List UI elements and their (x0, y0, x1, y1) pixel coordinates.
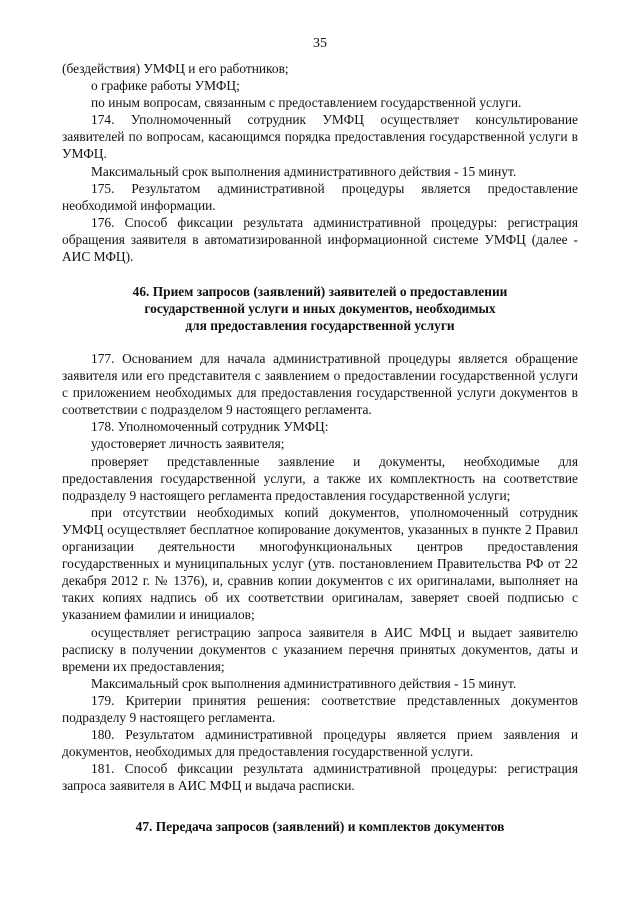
paragraph: удостоверяет личность заявителя; (91, 436, 285, 452)
paragraph: по иным вопросам, связанным с предоставлением государственной услуги. (91, 95, 522, 111)
section-46-body (62, 350, 578, 794)
paragraph: (бездействия) УМФЦ и его работников; (62, 61, 289, 76)
paragraph: при отсутствии необходимых копий документов, уполномоченный сотрудник УМФЦ осуществляет бесплатное копирование документов, указанных в пункте 2 Правил организации деятельности многофункциональных центров предоставления государственных и муниципальных услуг (утв. постановлением Правительства РФ от 22 декабря 2012 г. № 1376), и, сравнив копии документов с их оригиналами, выполняет на таких копиях надпись об их соответствии оригиналам, заверяет своей подписью с указанием фамилии и инициалов; (62, 504, 578, 623)
section-heading (62, 283, 578, 334)
heading-line: для предоставления государственной услуги (185, 318, 455, 334)
paragraph: 178. Уполномоченный сотрудник УМФЦ: (91, 419, 329, 435)
section-47-heading (62, 818, 578, 835)
paragraph: 181. Способ фиксации результата административной процедуры: регистрация запроса заявителя в АИС МФЦ и выдача расписки. (62, 761, 578, 794)
paragraph: 175. Результатом административной процедуры является предоставление необходимой информации. (62, 180, 578, 213)
paragraph: о графике работы УМФЦ; (91, 78, 240, 94)
section-46-heading (62, 283, 578, 334)
heading-line: государственной услуги и иных документов, необходимых (144, 301, 496, 317)
paragraph: 174. Уполномоченный сотрудник УМФЦ осуществляет консультирование заявителей по вопросам, касающимся порядка предоставления государственной услуги в УМФЦ. (62, 112, 578, 162)
paragraph: 179. Критерии принятия решения: соответствие представленных документов подразделу 9 настоящего регламента. (62, 692, 578, 725)
paragraph: проверяет представленные заявление и документы, необходимые для предоставления государственной услуги, а также их комплектность на соответствие подразделу 9 настоящего регламента предоставления государственной услуги; (62, 453, 578, 503)
paragraph: осуществляет регистрацию запроса заявителя в АИС МФЦ и выдает заявителю расписку в получении документов с указанием перечня принятых документов, даты и времени их предоставления; (62, 624, 578, 674)
section-45-continuation (62, 60, 578, 265)
paragraph: 180. Результатом административной процедуры является прием заявления и документов, необходимых для предоставления государственной услуги. (62, 727, 578, 760)
paragraph: 177. Основанием для начала административной процедуры является обращение заявителя или его представителя с заявлением о предоставлении государственной услуги с приложением необходимых для предоставления государственной услуги документов в соответствии с подразделом 9 настоящего регламента. (62, 351, 578, 418)
heading-line: 46. Прием запросов (заявлений) заявителей о предоставлении (132, 284, 508, 299)
section-heading: 47. Передача запросов (заявлений) и комплектов документов (135, 819, 505, 834)
paragraph: 176. Способ фиксации результата административной процедуры: регистрация обращения заявителя в автоматизированной информационной системе УМФЦ (далее - АИС МФЦ). (62, 214, 578, 265)
paragraph: Максимальный срок выполнения административного действия - 15 минут. (91, 163, 517, 179)
paragraph: Максимальный срок выполнения административного действия - 15 минут. (91, 675, 517, 691)
page-number: 35 (313, 36, 327, 51)
